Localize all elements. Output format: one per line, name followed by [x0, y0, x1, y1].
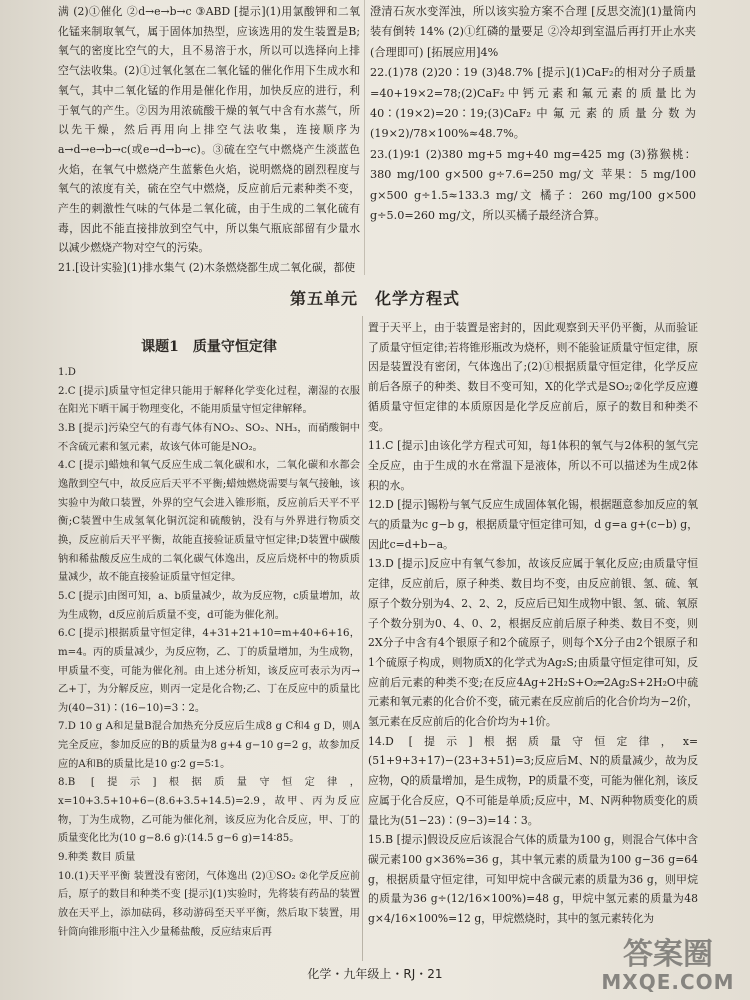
answer-paragraph: 21.[设计实验](1)排水集气 (2)木条燃烧都生成二氧化碳，都使 [58, 261, 356, 275]
answer-item: 13.D [提示]反应中有氧气参加，故该反应属于氧化反应;由质量守恒定律，反应前后，原子种类、数目均不变，由反应前银、氢、硫、氧原子个数分别为4、2、2、2，反应后已知生成物中银、氢、硫、氧原子个数分别为0、4、0、2，根据反应前后原子种类、数目不变，则2X分子中含有4个银原子和2个硫原子，则每个X分子由2个银原子和1个硫原子构成，则物质X的化学式为Ag₂S;由质量守恒定律可知，反应前后元素的种类不变;在反应4Ag+2H₂S+O₂═2Ag₂S+2H₂O中硫元素和氧元素的化合价不变，硫元素在反应前后的化合价均为−2价，氢元素在反应前后的化合价均为+1价。 [368, 557, 698, 729]
answer-item: 5.C [提示]由图可知，a、b质量减少，故为反应物，c质量增加，故为生成物，d反应前后质量不变，d可能为催化剂。 [58, 590, 360, 621]
top-right-column [370, 2, 696, 226]
answer-item: 15.B [提示]假设反应后该混合气体的质量为100 g，则混合气体中含碳元素100 g×36%=36 g，其中氧元素的质量为100 g−36 g=64 g，根据质量守恒定律，可知甲烷中含碳元素的质量为36 g，则甲烷的质量为36 g÷(12/16×100%)=48 g，甲烷中氢元素的质量为48 g×4/16×100%=12 g，甲烷燃烧时，其中的氢元素转化为 [368, 833, 698, 926]
answer-item: 9.种类 数目 质量 [58, 852, 136, 864]
watermark-text: 答案圈 [623, 937, 713, 972]
right-column [368, 318, 698, 929]
answer-item: 14.D [提示]根据质量守恒定律，x=(51+9+3+17)−(23+3+51)=3;反应后M、N的质量减少，故为反应物，Q的质量增加，是生成物，P的质量不变，可能为催化剂，该反应属于化合反应，Q不可能是单质;反应中，M、N两种物质变化的质量比为(51−23)∶(9−3)=14∶3。 [368, 734, 698, 827]
top-left-column [58, 2, 360, 278]
watermark-url: MXQE.COM [601, 970, 735, 994]
answer-item: 2.C [提示]质量守恒定律只能用于解释化学变化过程，潮湿的衣服在阳光下晒干属于物理变化，不能用质量守恒定律解释。 [58, 385, 360, 416]
answer-paragraph: 23.(1)9∶1 (2)380 mg+5 mg+40 mg=425 mg (3)猕猴桃：380 mg/100 g×500 g÷7.6=250 mg/文 苹果：5 mg/100 g×500 g÷1.5≈133.3 mg/文 橘子：260 mg/100 g×500 g÷5.0=260 mg/文，所以买橘子最经济合算。 [370, 147, 696, 223]
lesson-title: 课题1 质量守恒定律 [141, 339, 277, 355]
answer-paragraph: 满 (2)①催化 ②d→e→b→c ③ABD [提示](1)用氯酸钾和二氧化锰来制取氧气，属于固体加热型，应该选用的发生装置是B;氧气的密度比空气的大，且不易溶于水，所以可以选择向上排空气法收集。(2)①过氧化氢在二氧化锰的催化作用下生成水和氧气，其中二氧化锰的作用是催化作用，加快反应的进行，利于氧气的产生。②因为用浓硫酸干燥的氧气中含有水蒸气，所以先干燥，然后再用向上排空气法收集，连接顺序为a→d→e→b→c(或e→d→b→c)。③硫在空气中燃烧产生淡蓝色火焰，在氧气中燃烧产生蓝紫色火焰，说明燃烧的剧烈程度与氧气的浓度有关，硫在空气中燃烧，反应前后元素种类不变，产生的刺激性气味的气体是二氧化硫，由于生成的二氧化硫有毒，因此不能直接排放到空气中，所以集气瓶底部留有少量水以减少燃烧产物对空气的污染。 [58, 5, 360, 255]
answer-paragraph: 澄清石灰水变浑浊，所以该实验方案不合理 [反思交流](1)量筒内装有倒转 14% (2)①红磷的量要足 ②冷却到室温后再打开止水夹(合理即可) [拓展应用]4% [370, 5, 696, 59]
answer-paragraph: 22.(1)78 (2)20∶19 (3)48.7% [提示](1)CaF₂的相对分子质量=40+19×2=78;(2)CaF₂中钙元素和氟元素的质量比为40∶(19×2)=20∶19;(3)CaF₂中氟元素的质量分数为(19×2)/78×100%≈48.7%。 [370, 66, 696, 141]
answer-item: 11.C [提示]由该化学方程式可知，每1体积的氧气与2体积的氢气完全反应，由于生成的水在常温下是液体，所以不可以描述为生成2体积的水。 [368, 439, 698, 492]
left-column [58, 364, 360, 942]
column-divider-top [364, 0, 365, 275]
answer-item: 1.D [58, 367, 76, 378]
column-divider [362, 316, 363, 961]
answer-item: 8.B [提示]根据质量守恒定律，x=10+3.5+10+6−(8.6+3.5+14.5)=2.9，故甲、丙为反应物，丁为生成物，乙可能为催化剂，该反应为化合反应，甲、丁的质量变化比为(10 g−8.6 g)∶(14.5 g−6 g)=14∶85。 [58, 777, 360, 845]
answer-item: 置于天平上，由于装置是密封的，因此观察到天平仍平衡，从而验证了质量守恒定律;若将锥形瓶改为烧杯，则不能验证质量守恒定律，原因是装置没有密闭，气体逸出了;(2)①根据质量守恒定律，化学反应前后各原子的种类、数目不变可知，X的化学式是SO₂;②化学反应遵循质量守恒定律的本质原因是化学反应前后，原子的数目和种类不变。 [368, 321, 698, 433]
page-footer: 化学・九年级上・RJ・21 [307, 967, 443, 981]
unit-title: 第五单元 化学方程式 [289, 289, 460, 308]
watermark-logo [598, 938, 738, 992]
answer-item: 6.C [提示]根据质量守恒定律，4+31+21+10=m+40+6+16，m=4。丙的质量减少，为反应物，乙、丁的质量增加，为生成物，甲质量不变，可能为催化剂。由上述分析知，该反应可表示为丙→乙+丁，为分解反应，则丙一定是化合物;乙、丁在反应中的质量比为(40−31)∶(16−10)=3∶2。 [58, 628, 360, 714]
answer-item: 10.(1)天平平衡 装置没有密闭，气体逸出 (2)①SO₂ ②化学反应前后，原子的数目和种类不变 [提示](1)实验时，先将装有药品的装置放在天平上，添加砝码，移动游码至天平平衡，然后取下装置，用针筒向锥形瓶中注入少量稀盐酸，反应结束后再 [58, 870, 360, 938]
answer-item: 7.D 10 g A和足量B混合加热充分反应后生成8 g C和4 g D，则A完全反应，参加反应的B的质量为8 g+4 g−10 g=2 g，故参加反应的A和B的质量比是10 g∶2 g=5∶1。 [58, 721, 360, 770]
answer-item: 12.D [提示]锡粉与氧气反应生成固体氧化锡，根据题意参加反应的氧气的质量为c g−b g，根据质量守恒定律可知，d g=a g+(c−b) g，因此c=d+b−a。 [368, 498, 698, 551]
answer-item: 4.C [提示]蜡烛和氧气反应生成二氧化碳和水，二氧化碳和水都会逸散到空气中，故反应后天平不平衡;蜡烛燃烧需要与氧气接触，该实验中为敞口装置，外界的空气会进入锥形瓶，反应前后天平不平衡;C装置中生成氢氧化铜沉淀和硫酸钠，没有与外界进行物质交换，反应前后天平平衡，故能直接验证质量守恒定律;D装置中碳酸钠和稀盐酸反应生成的二氧化碳气体逸出，反应后烧杯中的物质质量减少，故不能直接验证质量守恒定律。 [58, 460, 360, 584]
answer-item: 3.B [提示]污染空气的有毒气体有NO₂、SO₂、NH₃，而硝酸铜中不含硫元素和氢元素，故该气体可能是NO₂。 [58, 422, 360, 453]
